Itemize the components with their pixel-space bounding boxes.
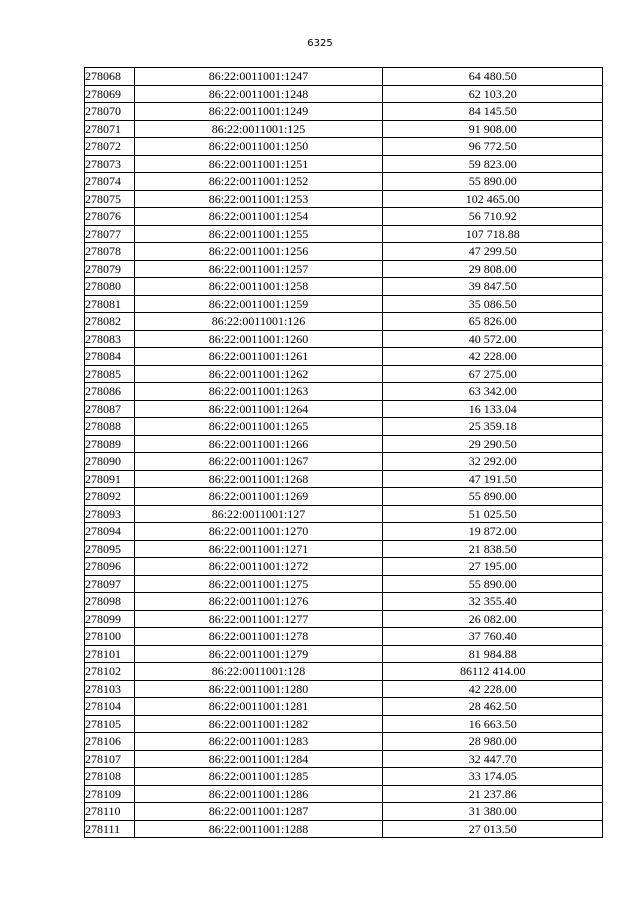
cadastral-value-cell: 28 980.00 [383, 733, 603, 751]
table-row [85, 348, 603, 366]
record-number-cell: 278098 [85, 593, 135, 611]
cadastral-value-cell: 28 462.50 [383, 698, 603, 716]
table-row [85, 715, 603, 733]
cadastral-number-cell: 86:22:0011001:1253 [134, 190, 383, 208]
cadastral-value-cell: 40 572.00 [383, 330, 603, 348]
cadastral-value-cell: 67 275.00 [383, 365, 603, 383]
cadastral-value-cell: 81 984.88 [383, 645, 603, 663]
table-row [85, 260, 603, 278]
record-number-cell: 278085 [85, 365, 135, 383]
record-number-cell: 278071 [85, 120, 135, 138]
cadastral-number-cell: 86:22:0011001:1284 [134, 750, 383, 768]
cadastral-number-cell: 86:22:0011001:1259 [134, 295, 383, 313]
cadastral-value-cell: 29 808.00 [383, 260, 603, 278]
table-row [85, 418, 603, 436]
table-row [85, 313, 603, 331]
record-number-cell: 278084 [85, 348, 135, 366]
table-row [85, 663, 603, 681]
table-row [85, 208, 603, 226]
record-number-cell: 278091 [85, 470, 135, 488]
cadastral-value-cell: 86112 414.00 [383, 663, 603, 681]
table-row [85, 820, 603, 838]
cadastral-value-cell: 55 890.00 [383, 173, 603, 191]
cadastral-value-cell: 26 082.00 [383, 610, 603, 628]
cadastral-number-cell: 86:22:0011001:1271 [134, 540, 383, 558]
table-row [85, 435, 603, 453]
table-row [85, 190, 603, 208]
record-number-cell: 278082 [85, 313, 135, 331]
cadastral-number-cell: 86:22:0011001:1282 [134, 715, 383, 733]
cadastral-number-cell: 86:22:0011001:1286 [134, 785, 383, 803]
cadastral-number-cell: 86:22:0011001:127 [134, 505, 383, 523]
record-number-cell: 278097 [85, 575, 135, 593]
cadastral-number-cell: 86:22:0011001:1265 [134, 418, 383, 436]
table-row [85, 470, 603, 488]
page-number: 6325 [307, 38, 333, 49]
record-number-cell: 278068 [85, 68, 135, 86]
table-row [85, 243, 603, 261]
cadastral-number-cell: 86:22:0011001:1288 [134, 820, 383, 838]
record-number-cell: 278076 [85, 208, 135, 226]
table-row [85, 523, 603, 541]
record-number-cell: 278108 [85, 768, 135, 786]
cadastral-number-cell: 86:22:0011001:1256 [134, 243, 383, 261]
table-row [85, 558, 603, 576]
cadastral-number-cell: 86:22:0011001:1270 [134, 523, 383, 541]
cadastral-value-cell: 35 086.50 [383, 295, 603, 313]
table-body [85, 68, 603, 838]
cadastral-value-cell: 19 872.00 [383, 523, 603, 541]
cadastral-number-cell: 86:22:0011001:1251 [134, 155, 383, 173]
record-number-cell: 278102 [85, 663, 135, 681]
cadastral-value-cell: 42 228.00 [383, 680, 603, 698]
cadastral-value-cell: 21 237.86 [383, 785, 603, 803]
cadastral-number-cell: 86:22:0011001:1287 [134, 803, 383, 821]
table-row [85, 803, 603, 821]
cadastral-value-cell: 42 228.00 [383, 348, 603, 366]
record-number-cell: 278109 [85, 785, 135, 803]
cadastral-number-cell: 86:22:0011001:1254 [134, 208, 383, 226]
cadastral-value-cell: 32 447.70 [383, 750, 603, 768]
table-row [85, 645, 603, 663]
cadastral-value-table [84, 67, 603, 838]
record-number-cell: 278074 [85, 173, 135, 191]
table-row [85, 733, 603, 751]
record-number-cell: 278069 [85, 85, 135, 103]
cadastral-number-cell: 86:22:0011001:1268 [134, 470, 383, 488]
table-row [85, 750, 603, 768]
cadastral-number-cell: 86:22:0011001:1248 [134, 85, 383, 103]
record-number-cell: 278106 [85, 733, 135, 751]
table-row [85, 628, 603, 646]
record-number-cell: 278081 [85, 295, 135, 313]
cadastral-number-cell: 86:22:0011001:1252 [134, 173, 383, 191]
table-row [85, 278, 603, 296]
table-row [85, 155, 603, 173]
record-number-cell: 278089 [85, 435, 135, 453]
cadastral-number-cell: 86:22:0011001:126 [134, 313, 383, 331]
cadastral-number-cell: 86:22:0011001:1250 [134, 138, 383, 156]
record-number-cell: 278070 [85, 103, 135, 121]
cadastral-number-cell: 86:22:0011001:1269 [134, 488, 383, 506]
table-row [85, 295, 603, 313]
table-row [85, 225, 603, 243]
cadastral-value-cell: 39 847.50 [383, 278, 603, 296]
table-row [85, 680, 603, 698]
cadastral-value-cell: 91 908.00 [383, 120, 603, 138]
cadastral-value-cell: 62 103.20 [383, 85, 603, 103]
record-number-cell: 278093 [85, 505, 135, 523]
cadastral-value-cell: 29 290.50 [383, 435, 603, 453]
cadastral-number-cell: 86:22:0011001:128 [134, 663, 383, 681]
cadastral-value-cell: 47 191.50 [383, 470, 603, 488]
table-row [85, 103, 603, 121]
cadastral-value-cell: 33 174.05 [383, 768, 603, 786]
table-row [85, 173, 603, 191]
record-number-cell: 278087 [85, 400, 135, 418]
cadastral-value-cell: 47 299.50 [383, 243, 603, 261]
cadastral-value-cell: 65 826.00 [383, 313, 603, 331]
record-number-cell: 278094 [85, 523, 135, 541]
cadastral-value-cell: 27 195.00 [383, 558, 603, 576]
table-row [85, 698, 603, 716]
record-number-cell: 278077 [85, 225, 135, 243]
record-number-cell: 278103 [85, 680, 135, 698]
table-row [85, 85, 603, 103]
cadastral-number-cell: 86:22:0011001:1264 [134, 400, 383, 418]
cadastral-value-cell: 55 890.00 [383, 575, 603, 593]
cadastral-value-cell: 102 465.00 [383, 190, 603, 208]
record-number-cell: 278111 [85, 820, 135, 838]
cadastral-number-cell: 86:22:0011001:1285 [134, 768, 383, 786]
record-number-cell: 278072 [85, 138, 135, 156]
cadastral-number-cell: 86:22:0011001:1258 [134, 278, 383, 296]
record-number-cell: 278096 [85, 558, 135, 576]
record-number-cell: 278101 [85, 645, 135, 663]
cadastral-number-cell: 86:22:0011001:1280 [134, 680, 383, 698]
table-row [85, 365, 603, 383]
record-number-cell: 278105 [85, 715, 135, 733]
cadastral-value-cell: 96 772.50 [383, 138, 603, 156]
cadastral-number-cell: 86:22:0011001:1247 [134, 68, 383, 86]
cadastral-value-cell: 32 292.00 [383, 453, 603, 471]
table-row [85, 505, 603, 523]
record-number-cell: 278110 [85, 803, 135, 821]
cadastral-value-cell: 56 710.92 [383, 208, 603, 226]
cadastral-number-cell: 86:22:0011001:1277 [134, 610, 383, 628]
cadastral-number-cell: 86:22:0011001:1278 [134, 628, 383, 646]
cadastral-value-cell: 21 838.50 [383, 540, 603, 558]
record-number-cell: 278099 [85, 610, 135, 628]
record-number-cell: 278073 [85, 155, 135, 173]
cadastral-value-cell: 31 380.00 [383, 803, 603, 821]
cadastral-number-cell: 86:22:0011001:1283 [134, 733, 383, 751]
cadastral-value-cell: 107 718.88 [383, 225, 603, 243]
cadastral-value-cell: 16 133.04 [383, 400, 603, 418]
table-row [85, 575, 603, 593]
cadastral-value-cell: 64 480.50 [383, 68, 603, 86]
record-number-cell: 278100 [85, 628, 135, 646]
cadastral-number-cell: 86:22:0011001:1276 [134, 593, 383, 611]
table-row [85, 383, 603, 401]
record-number-cell: 278079 [85, 260, 135, 278]
table-row [85, 330, 603, 348]
cadastral-number-cell: 86:22:0011001:1263 [134, 383, 383, 401]
cadastral-value-cell: 59 823.00 [383, 155, 603, 173]
table-row [85, 768, 603, 786]
record-number-cell: 278095 [85, 540, 135, 558]
cadastral-number-cell: 86:22:0011001:125 [134, 120, 383, 138]
record-number-cell: 278090 [85, 453, 135, 471]
cadastral-number-cell: 86:22:0011001:1279 [134, 645, 383, 663]
record-number-cell: 278080 [85, 278, 135, 296]
table-row [85, 488, 603, 506]
cadastral-number-cell: 86:22:0011001:1281 [134, 698, 383, 716]
cadastral-number-cell: 86:22:0011001:1275 [134, 575, 383, 593]
cadastral-number-cell: 86:22:0011001:1267 [134, 453, 383, 471]
cadastral-value-cell: 16 663.50 [383, 715, 603, 733]
cadastral-value-cell: 37 760.40 [383, 628, 603, 646]
cadastral-number-cell: 86:22:0011001:1249 [134, 103, 383, 121]
record-number-cell: 278104 [85, 698, 135, 716]
table-row [85, 400, 603, 418]
table-row [85, 593, 603, 611]
record-number-cell: 278088 [85, 418, 135, 436]
cadastral-value-cell: 32 355.40 [383, 593, 603, 611]
record-number-cell: 278078 [85, 243, 135, 261]
record-number-cell: 278083 [85, 330, 135, 348]
cadastral-value-cell: 63 342.00 [383, 383, 603, 401]
record-number-cell: 278107 [85, 750, 135, 768]
table-row [85, 453, 603, 471]
table-row [85, 540, 603, 558]
cadastral-number-cell: 86:22:0011001:1266 [134, 435, 383, 453]
cadastral-value-cell: 51 025.50 [383, 505, 603, 523]
record-number-cell: 278092 [85, 488, 135, 506]
record-number-cell: 278075 [85, 190, 135, 208]
cadastral-number-cell: 86:22:0011001:1272 [134, 558, 383, 576]
cadastral-value-cell: 55 890.00 [383, 488, 603, 506]
cadastral-number-cell: 86:22:0011001:1262 [134, 365, 383, 383]
cadastral-value-cell: 84 145.50 [383, 103, 603, 121]
table-row [85, 785, 603, 803]
table-row [85, 138, 603, 156]
cadastral-number-cell: 86:22:0011001:1261 [134, 348, 383, 366]
cadastral-number-cell: 86:22:0011001:1255 [134, 225, 383, 243]
table-row [85, 120, 603, 138]
table-row [85, 68, 603, 86]
cadastral-number-cell: 86:22:0011001:1257 [134, 260, 383, 278]
cadastral-number-cell: 86:22:0011001:1260 [134, 330, 383, 348]
cadastral-value-cell: 27 013.50 [383, 820, 603, 838]
record-number-cell: 278086 [85, 383, 135, 401]
cadastral-value-cell: 25 359.18 [383, 418, 603, 436]
table-row [85, 610, 603, 628]
